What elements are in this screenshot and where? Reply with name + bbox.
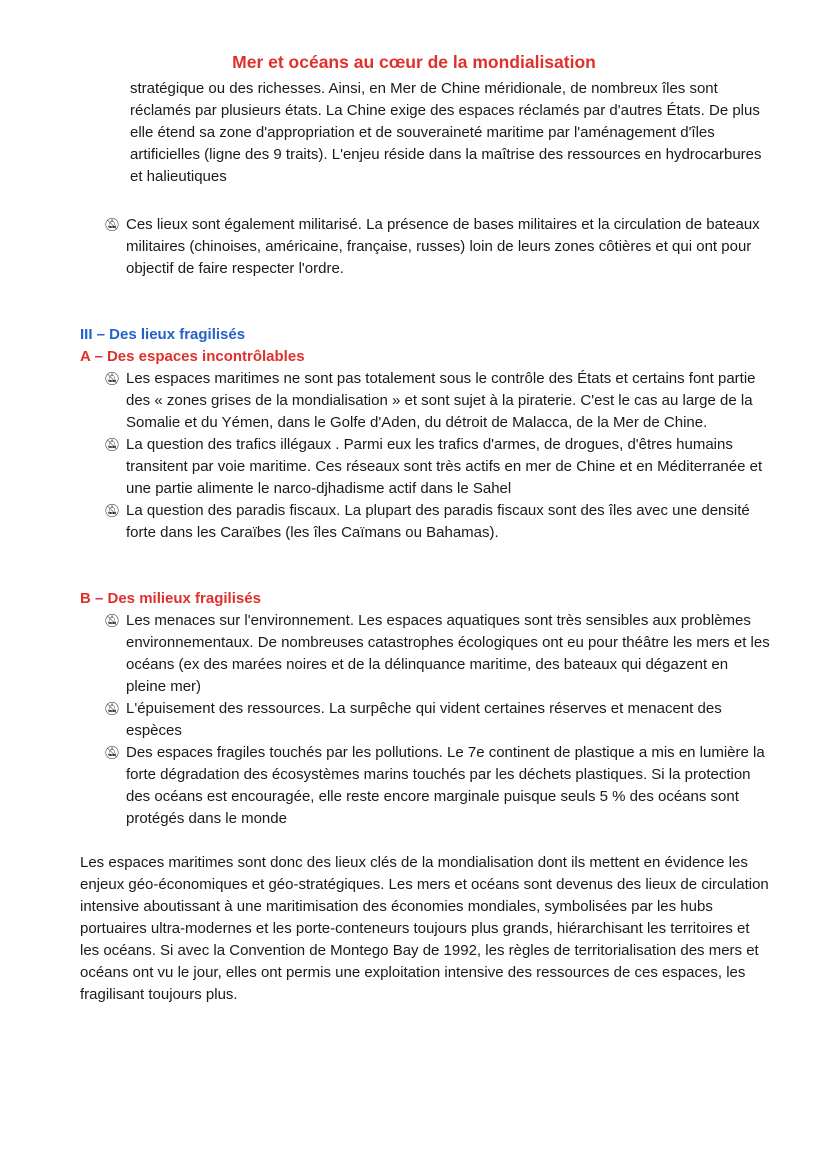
strike-through-bell-icon: 🔕︎ bbox=[104, 503, 121, 518]
list-item-text: La question des paradis fiscaux. La plupart des paradis fiscaux sont des îles avec une densité forte dans les Caraïbes (les îles Caïmans ou Bahamas). bbox=[126, 502, 750, 541]
list-item bbox=[104, 500, 772, 544]
bullet-list-b bbox=[104, 610, 772, 830]
list-item-text: Ces lieux sont également militarisé. La présence de bases militaires et la circulation de bateaux militaires (chinoises, américaine, française, russes) loin de leurs zones côtières et qui ont pour objectif de faire respecter l'ordre. bbox=[126, 216, 760, 277]
list-item bbox=[104, 610, 772, 698]
list-item bbox=[104, 434, 772, 500]
conclusion-paragraph: Les espaces maritimes sont donc des lieux clés de la mondialisation dont ils mettent en évidence les enjeux géo-économiques et géo-stratégiques. Les mers et océans sont devenus des lieux de circulation intensive aboutissant à une maritimisation des économies mondiales, symbolisées par les hubs portuaires ultra-modernes et les porte-conteneurs toujours plus grands, hiérarchisant les territoires et les océans. Si avec la Convention de Montego Bay de 1992, les règles de territorialisation des mers et océans ont vu le jour, elles ont permis une exploitation intensive des ressources de ces espaces, les fragilisant toujours plus. bbox=[80, 854, 769, 1003]
section-heading: III – Des lieux fragilisés bbox=[80, 326, 246, 343]
strike-through-bell-icon: 🔕︎ bbox=[104, 371, 121, 386]
list-item-text: L'épuisement des ressources. La surpêche qui vident certaines réserves et menacent des espèces bbox=[126, 700, 722, 739]
strike-through-bell-icon: 🔕︎ bbox=[104, 437, 121, 452]
intro-paragraph: stratégique ou des richesses. Ainsi, en Mer de Chine méridionale, de nombreux îles sont réclamés par plusieurs états. La Chine exige des espaces réclamés par d'autres États. De plus elle étend sa zone d'appropriation et de souveraineté maritime par l'aménagement d'îles artificielles (ligne des 9 traits). L'enjeu réside dans la maîtrise des ressources en hydrocarbures et halieutiques bbox=[130, 80, 762, 185]
strike-through-bell-icon: 🔕︎ bbox=[104, 613, 121, 628]
page-title: Mer et océans au cœur de la mondialisation bbox=[232, 52, 596, 72]
bullet-list-a bbox=[104, 368, 772, 544]
list-item-text: La question des trafics illégaux . Parmi eux les trafics d'armes, de drogues, d'êtres humains transitent par voie maritime. Ces réseaux sont très actifs en mer de Chine et en Méditerranée et une partie alimente le narco-djhadisme actif dans le Sahel bbox=[126, 436, 763, 497]
list-item bbox=[104, 698, 772, 742]
subsection-heading-b: B – Des milieux fragilisés bbox=[80, 590, 261, 607]
list-item bbox=[104, 742, 772, 830]
list-item bbox=[104, 214, 772, 280]
subsection-heading-a: A – Des espaces incontrôlables bbox=[80, 348, 305, 365]
strike-through-bell-icon: 🔕︎ bbox=[104, 217, 121, 232]
strike-through-bell-icon: 🔕︎ bbox=[104, 745, 121, 760]
list-item-text: Les espaces maritimes ne sont pas totalement sous le contrôle des États et certains font partie des « zones grises de la mondialisation » et sont sujet à la piraterie. C'est le cas au large de la Somalie et du Yémen, dans le Golfe d'Aden, du détroit de Malacca, de la Mer de Chine. bbox=[126, 370, 756, 431]
list-item bbox=[104, 368, 772, 434]
list-item-text: Les menaces sur l'environnement. Les espaces aquatiques sont très sensibles aux problèmes environnementaux. De nombreuses catastrophes écologiques ont eu pour théâtre les mers et les océans (ex des marées noires et de la délinquance maritime, des bateaux qui dégazent en pleine mer) bbox=[126, 612, 770, 695]
strike-through-bell-icon: 🔕︎ bbox=[104, 701, 121, 716]
list-item-text: Des espaces fragiles touchés par les pollutions. Le 7e continent de plastique a mis en lumière la forte dégradation des écosystèmes marins touchés par les déchets plastiques. Si la protection des océans est encouragée, elle reste encore marginale puisque seuls 5 % des océans sont protégés dans le monde bbox=[126, 744, 765, 827]
